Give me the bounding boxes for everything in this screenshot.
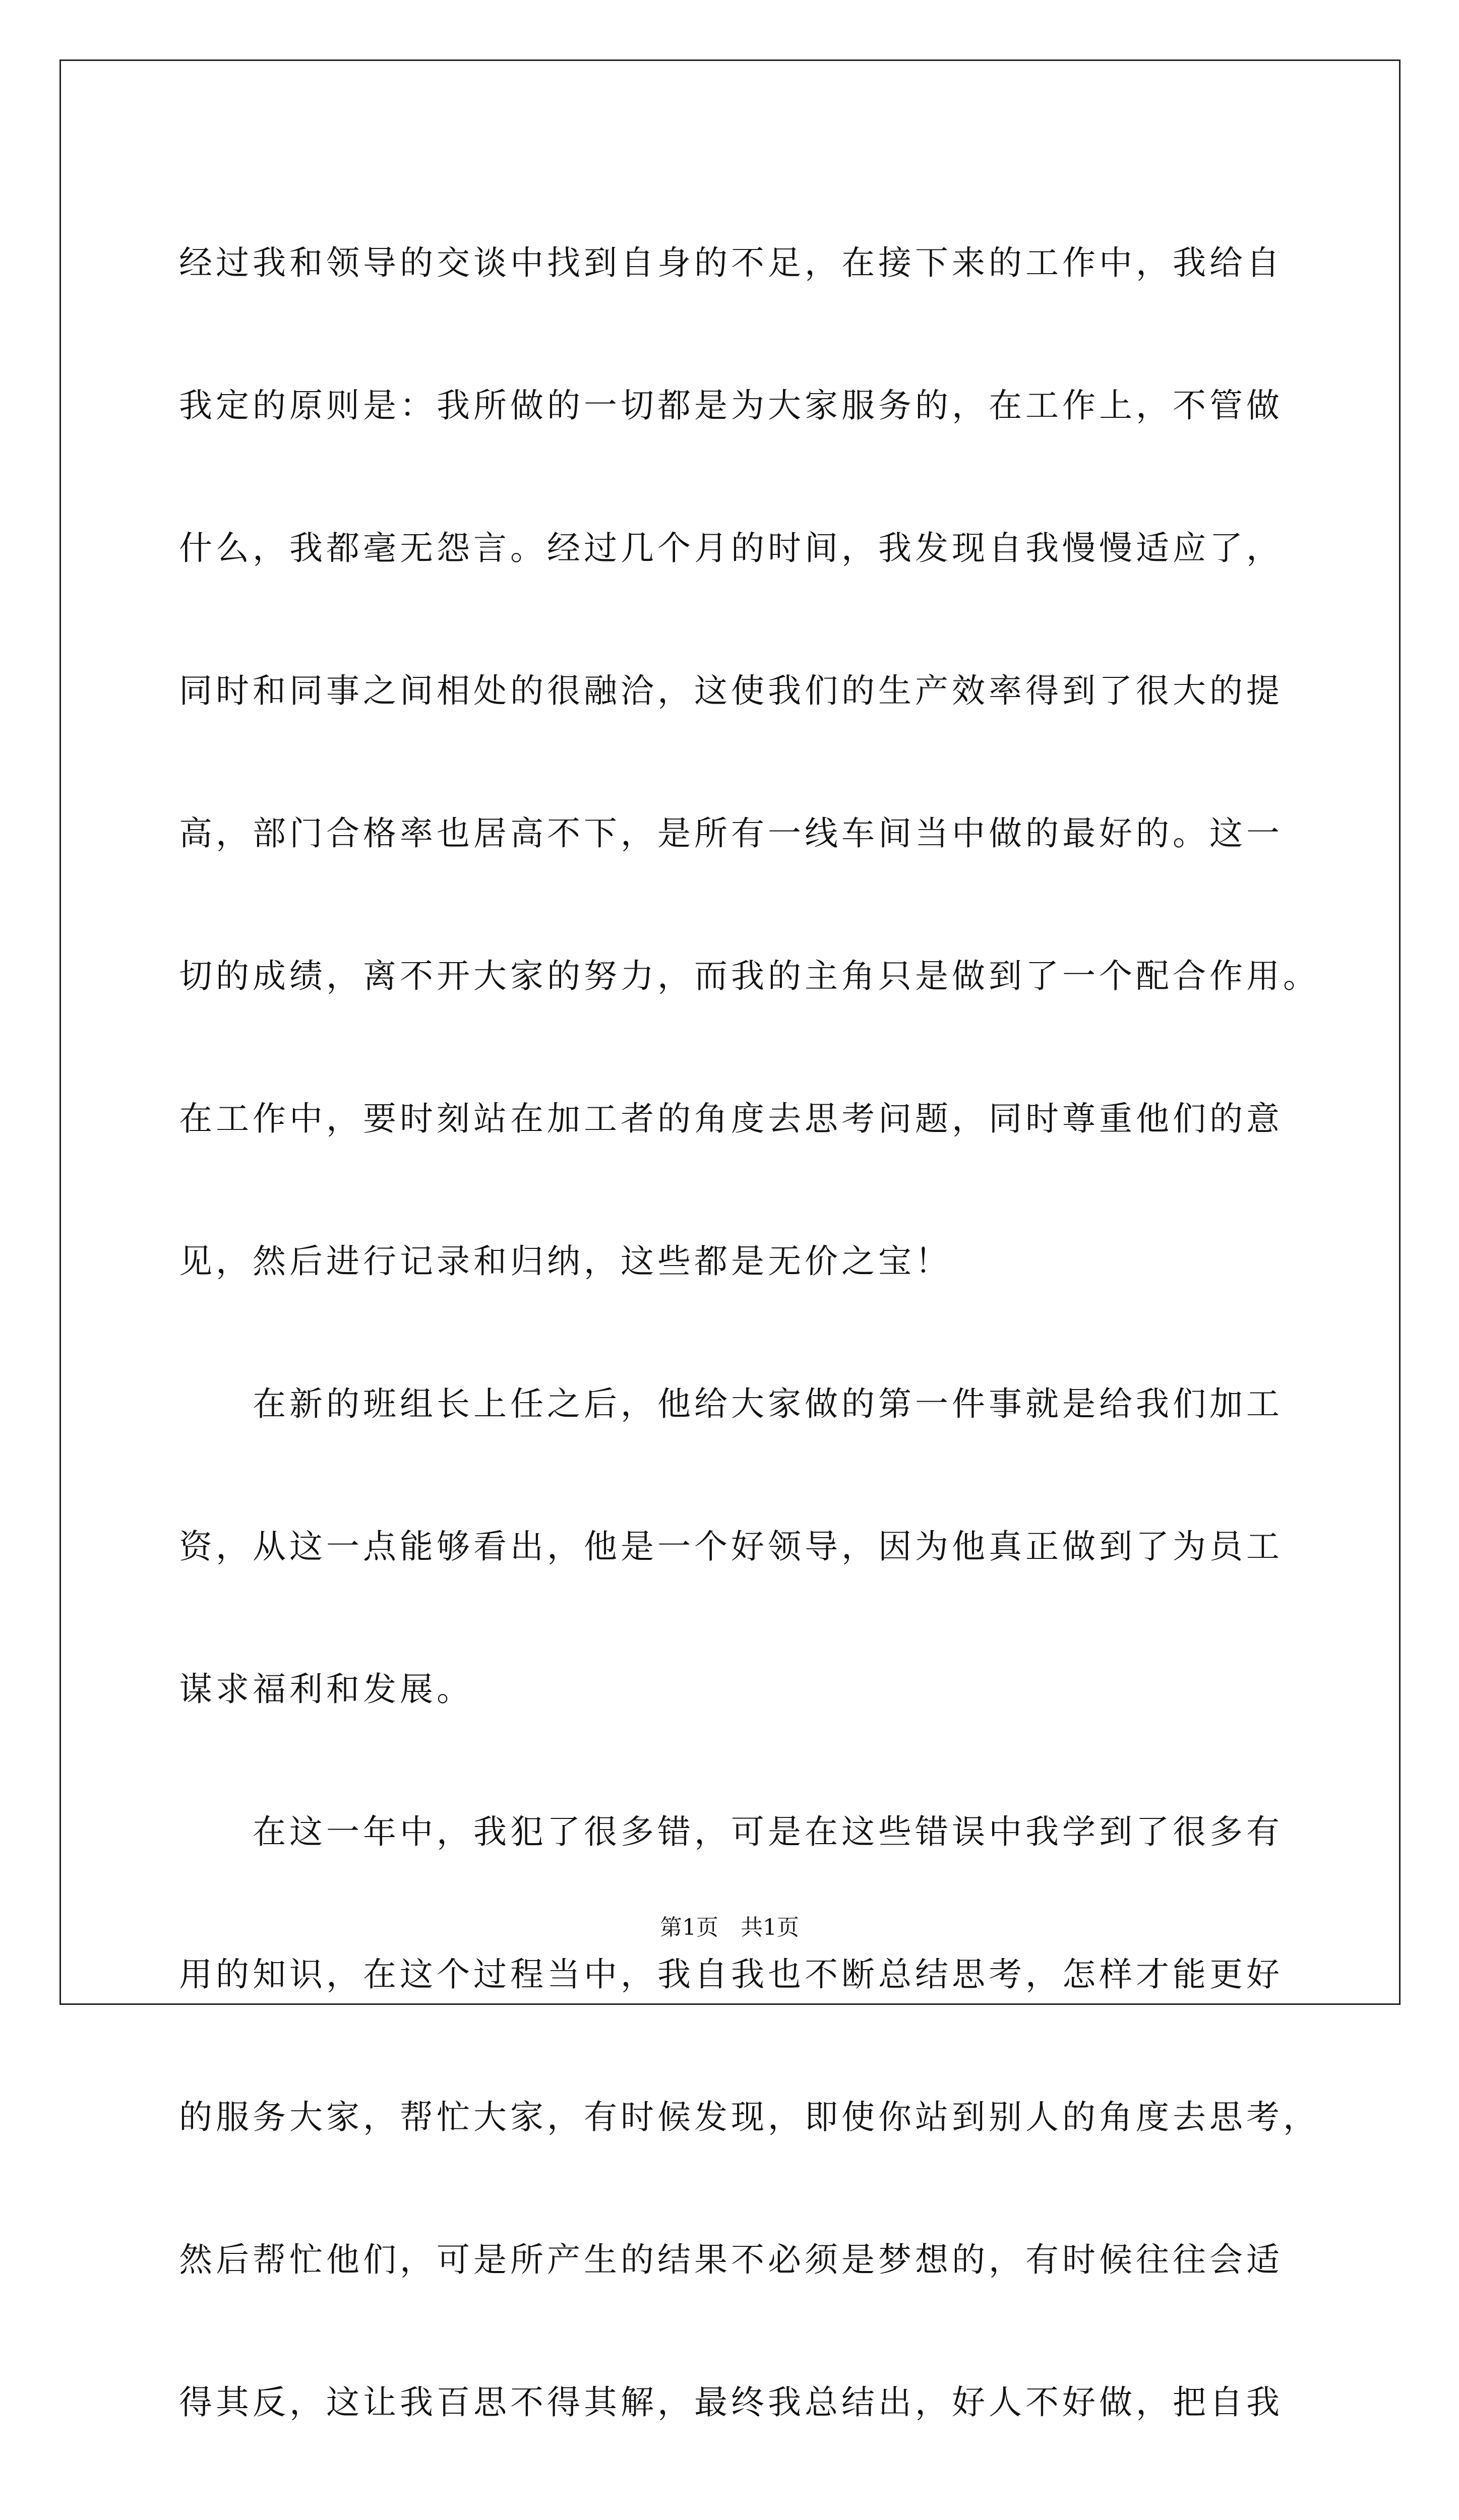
page-footer: 第1页 共1页	[660, 1915, 799, 1940]
text-line: 我定的原则是：我所做的一切都是为大家服务的，在工作上，不管做	[179, 386, 1283, 425]
text-line: 在这一年中，我犯了很多错，可是在这些错误中我学到了很多有	[179, 1812, 1283, 1851]
text-line: 经过我和领导的交谈中找到自身的不足，在接下来的工作中，我给自	[179, 243, 1283, 282]
text-line: 同时和同事之间相处的很融洽，这使我们的生产效率得到了很大的提	[179, 671, 1283, 710]
text-line: 然后帮忙他们，可是所产生的结果不必须是梦想的，有时候往往会适	[179, 2240, 1283, 2279]
text-line: 谋求福利和发展。	[179, 1670, 473, 1709]
text-line: 用的知识，在这个过程当中，我自我也不断总结思考，怎样才能更好	[179, 1955, 1283, 1994]
text-line	[179, 2474, 1318, 2520]
text-line: 在工作中，要时刻站在加工者的角度去思考问题，同时尊重他们的意	[179, 1099, 1283, 1138]
text-line: 得其反，这让我百思不得其解，最终我总结出，好人不好做，把自我	[179, 2383, 1283, 2422]
text-line: 在新的班组长上任之后，他给大家做的第一件事就是给我们加工	[179, 1384, 1283, 1423]
text-line: 的服务大家，帮忙大家，有时候发现，即使你站到别人的角度去思考，	[179, 2098, 1320, 2136]
text-line: 见，然后进行记录和归纳，这些都是无价之宝！	[179, 1242, 952, 1281]
text-line: 切的成绩，离不开大家的努力，而我的主角只是做到了一个配合作用。	[179, 957, 1320, 995]
text-line: 高，部门合格率也居高不下，是所有一线车间当中做的最好的。这一	[179, 814, 1283, 853]
text-line: 什么，我都毫无怨言。经过几个月的时间，我发现自我慢慢适应了，	[179, 529, 1283, 568]
text-line: 资，从这一点能够看出，他是一个好领导，因为他真正做到了为员工	[179, 1527, 1283, 1566]
document-body	[179, 192, 1318, 2520]
